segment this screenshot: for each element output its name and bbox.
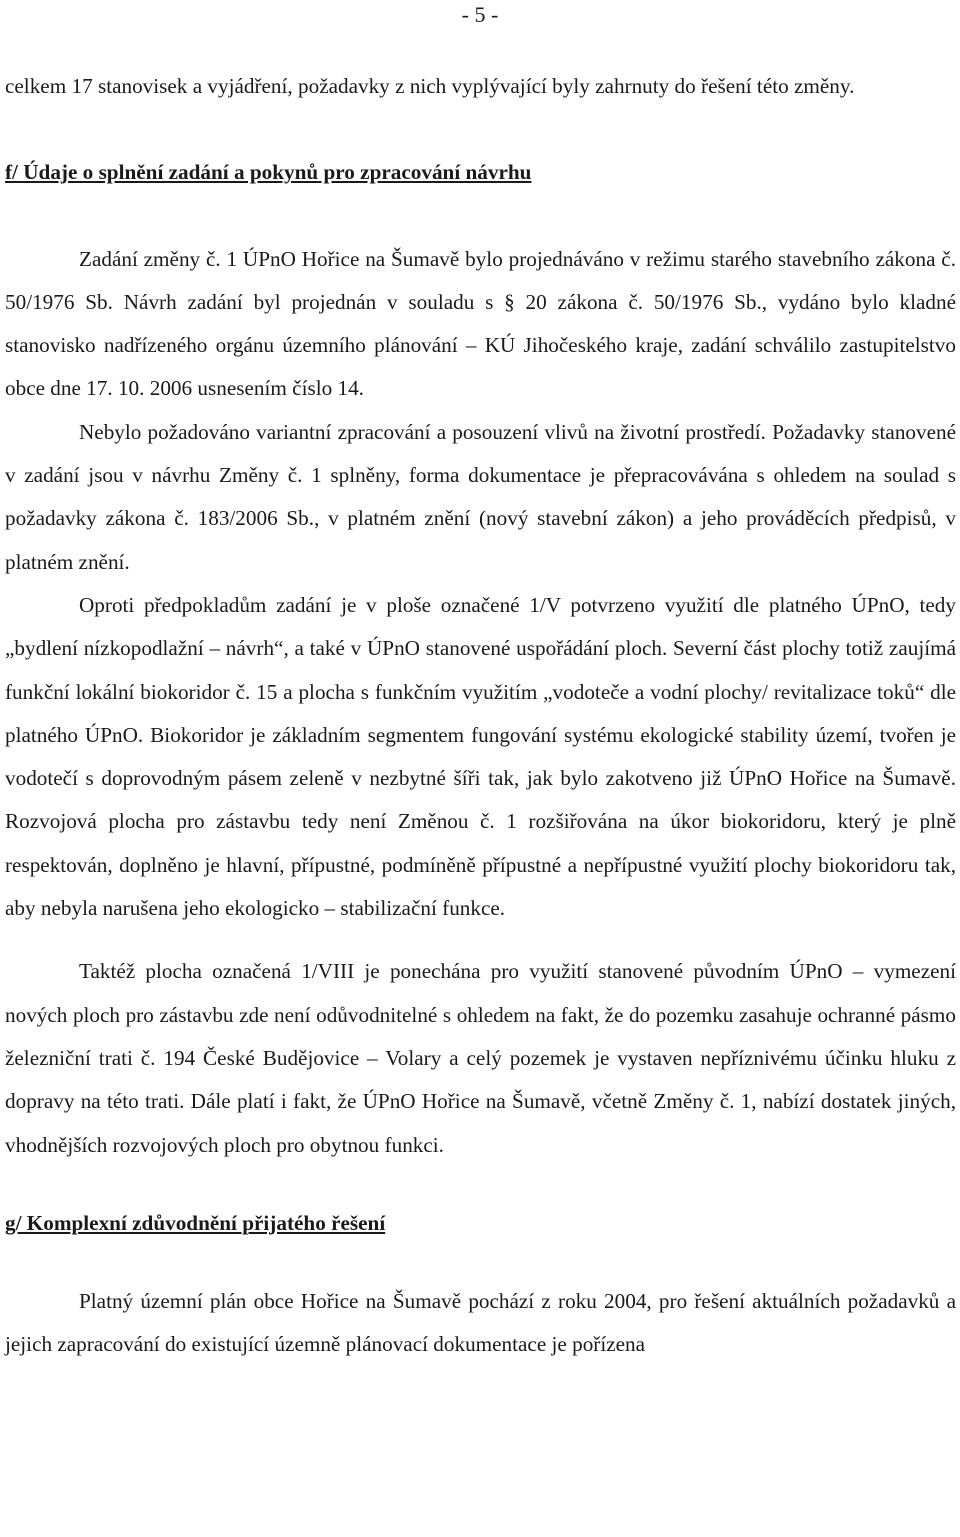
section-f-paragraph-4: Taktéž plocha označená 1/VIII je ponechána pro využití stanovené původním ÚPnO – vymezení nových ploch pro zástavbu zde není odůvodnitelné s ohledem na fakt, že do pozemku zasahuje ochranné pásmo železniční trati č. 194 České Budějovice – Volary a celý pozemek je vystaven nepříznivému účinku hluku z dopravy na této trati. Dále platí i fakt, že ÚPnO Hořice na Šumavě, včetně Změny č. 1, nabízí dostatek jiných, vhodnějších rozvojových ploch pro obytnou funkci. — [5, 959, 956, 1157]
page-number: - 5 - — [461, 2, 499, 27]
section-f-paragraph-3: Oproti předpokladům zadání je v ploše označené 1/V potvrzeno využití dle platného ÚPnO, tedy „bydlení nízkopodlažní – návrh“, a také v ÚPnO stanovené uspořádání ploch. Severní část plochy totiž zaujímá funkční lokální biokoridor č. 15 a plocha s funkčním využitím „vodoteče a vodní plochy/ revitalizace toků“ dle platného ÚPnO. Biokoridor je základním segmentem fungování systému ekologické stability území, tvořen je vodotečí s doprovodným pásem zeleně v nezbytné šíři tak, jak bylo zakotveno již ÚPnO Hořice na Šumavě. Rozvojová plocha pro zástavbu tedy není Změnou č. 1 rozšiřována na úkor biokoridoru, který je plně respektován, doplněno je hlavní, přípustné, podmíněně přípustné a nepřípustné využití plochy biokoridoru tak, aby nebyla narušena jeho ekologicko – stabilizační funkce. — [5, 592, 956, 921]
intro-paragraph: celkem 17 stanovisek a vyjádření, požadavky z nich vyplývající byly zahrnuty do řešení této změny. — [5, 74, 855, 98]
section-g-heading: g/ Komplexní zdůvodnění přijatého řešení — [5, 1210, 386, 1235]
section-g-paragraph-1: Platný územní plán obce Hořice na Šumavě pochází z roku 2004, pro řešení aktuálních požadavků a jejich zapracování do existující územně plánovací dokumentace je pořízena — [5, 1289, 956, 1357]
section-f-paragraph-1: Zadání změny č. 1 ÚPnO Hořice na Šumavě bylo projednáváno v režimu starého stavebního zákona č. 50/1976 Sb. Návrh zadání byl projednán v souladu s § 20 zákona č. 50/1976 Sb., vydáno bylo kladné stanovisko nadřízeného orgánu územního plánování – KÚ Jihočeského kraje, zadání schválilo zastupitelstvo obce dne 17. 10. 2006 usnesením číslo 14. — [5, 246, 956, 401]
document-body — [5, 65, 956, 1367]
section-f-paragraph-2: Nebylo požadováno variantní zpracování a posouzení vlivů na životní prostředí. Požadavky stanovené v zadání jsou v návrhu Změny č. 1 splněny, forma dokumentace je přepracovávána s ohledem na soulad s požadavky zákona č. 183/2006 Sb., v platném znění (nový stavební zákon) a jeho prováděcích předpisů, v platném znění. — [5, 419, 956, 574]
section-f-heading: f/ Údaje o splnění zadání a pokynů pro zpracování návrhu — [5, 160, 532, 185]
